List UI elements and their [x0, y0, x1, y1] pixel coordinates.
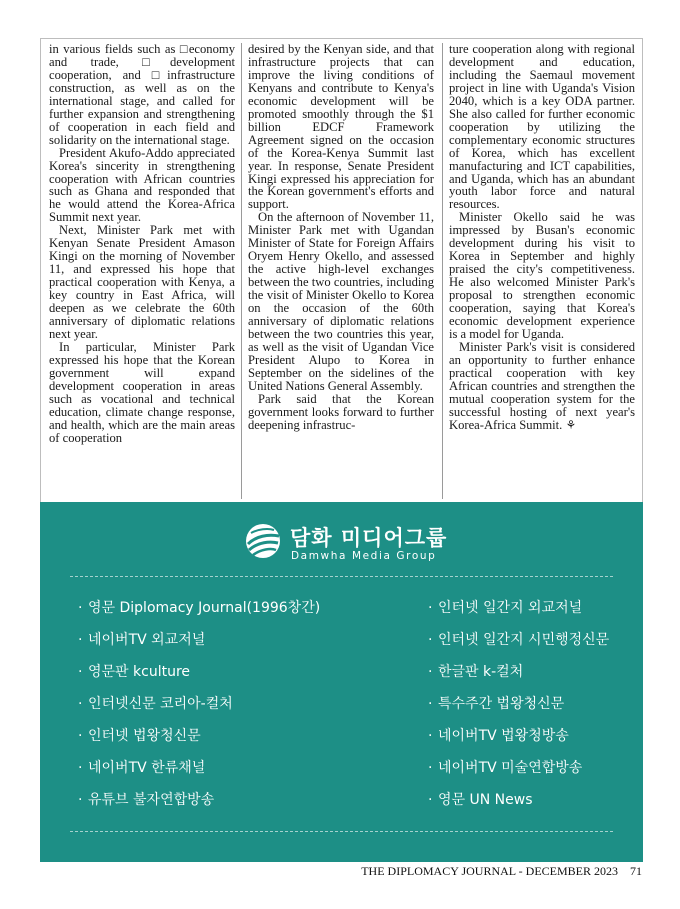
bullet: · — [78, 760, 83, 776]
list-item-label: 영문판 kculture — [88, 664, 191, 680]
paragraph-text: Minister Park's visit is considered an opportunity to further enhance practical cooperation with key African countries and strengthen the mutual cooperation system for the successful hosting of next year's Korea-Africa Summit. — [449, 339, 635, 432]
bullet: · — [78, 664, 83, 680]
list-item — [78, 694, 320, 726]
list-item-label: 유튜브 불자연합방송 — [88, 792, 215, 808]
list-item — [78, 758, 320, 790]
brand-logo — [244, 522, 464, 564]
bullet: · — [428, 792, 433, 808]
brand-name-korean: 담화 미디어그룹 — [290, 526, 448, 550]
media-list-left — [78, 598, 320, 822]
list-item-label: 특수주간 법왕청신문 — [438, 696, 565, 712]
list-item — [78, 630, 320, 662]
list-item — [428, 726, 609, 758]
bullet: · — [428, 760, 433, 776]
article-column-3 — [449, 43, 635, 432]
list-item-label: 네이버TV 미술연합방송 — [438, 760, 583, 776]
list-item-label: 네이버TV 한류채널 — [88, 760, 206, 776]
list-item — [428, 694, 609, 726]
column-divider — [442, 43, 443, 499]
list-item-label: 한글판 k-컬처 — [438, 664, 524, 680]
bullet: · — [78, 600, 83, 616]
paragraph: Next, Minister Park met with Kenyan Senate President Amason Kingi on the morning of November 11, and expressed his hope that practical cooperation with Kenya, a key country in East Africa, will deepen as we celebrate the 60th anniversary of diplomatic relations next year. — [49, 223, 235, 341]
list-item-label: 인터넷 법왕청신문 — [88, 728, 201, 744]
bullet: · — [78, 792, 83, 808]
list-item-label: 영문 Diplomacy Journal(1996창간) — [88, 600, 321, 616]
list-item — [78, 726, 320, 758]
paragraph: In particular, Minister Park expressed his hope that the Korean government will expand development cooperation in areas such as vocational and technical education, climate change response, and health, which are the main areas of cooperation — [49, 339, 235, 445]
column-divider — [241, 43, 242, 499]
list-item-label: 네이버TV 법왕청방송 — [438, 728, 569, 744]
page-footer — [361, 864, 642, 879]
bullet: · — [428, 664, 433, 680]
page-number: 71 — [630, 864, 642, 878]
list-item-label: 인터넷 일간지 외교저널 — [438, 600, 583, 616]
brand-name-english: Damwha Media Group — [291, 550, 437, 562]
bullet: · — [78, 632, 83, 648]
bullet: · — [428, 600, 433, 616]
list-item-label: 인터넷신문 코리아-컬처 — [88, 696, 233, 712]
paragraph: On the afternoon of November 11, Minister Park met with Ugandan Minister of State for Foreign Affairs Oryem Henry Okello, and assessed the active high-level exchanges between the two countries, including the visit of Minister Okello to Korea on the occasion of the 60th anniversary of diplomatic relations between the two countries this year, as well as the visit of Ugandan Vice President Alupo to Korea in September on the sidelines of the United Nations General Assembly. — [248, 210, 434, 393]
end-mark-icon: ⚘ — [565, 417, 577, 432]
list-item — [78, 662, 320, 694]
media-list-right — [428, 598, 609, 822]
damwha-media-ad — [40, 502, 643, 862]
publication-name: THE DIPLOMACY JOURNAL - DECEMBER 2023 — [361, 864, 618, 878]
paragraph: Minister Okello said he was impressed by Busan's economic development during his visit to Korea in September and highly praised the city's competitiveness. He also welcomed Minister Park's proposal to strengthen economic cooperation, saying that Korea's economic development experience is a model for Uganda. — [449, 210, 635, 341]
paragraph: President Akufo-Addo appreciated Korea's sincerity in strengthening cooperation with African countries such as Ghana and responded that he would attend the Korea-Africa Summit next year. — [49, 145, 235, 225]
list-item-label: 영문 UN News — [438, 792, 533, 808]
globe-logo-icon — [244, 522, 282, 560]
list-item-label: 네이버TV 외교저널 — [88, 632, 206, 648]
article-column-2 — [248, 43, 434, 432]
article-column-1 — [49, 43, 235, 445]
dashed-divider — [70, 576, 613, 577]
bullet: · — [78, 696, 83, 712]
paragraph: in various fields such as □economy and trade, □development cooperation, and □infrastructure construction, as well as on the international stage, and called for further expansion and strengthening of cooperation in each field and solidarity on the international stage. — [49, 42, 235, 147]
article-body — [40, 38, 643, 502]
list-item — [78, 790, 320, 822]
paragraph — [449, 341, 635, 432]
paragraph: desired by the Kenyan side, and that infrastructure projects that can improve the living conditions of Kenyans and contribute to Kenya's economic development will be promoted smoothly through the $1 billion EDCF Framework Agreement signed on the occasion of the Korea-Kenya Summit last year. In response, Senate President Kingi expressed his appreciation for the Korean government's efforts and support. — [248, 42, 434, 212]
list-item — [428, 598, 609, 630]
list-item — [428, 758, 609, 790]
bullet: · — [428, 632, 433, 648]
bullet: · — [428, 696, 433, 712]
bullet: · — [428, 728, 433, 744]
list-item-label: 인터넷 일간지 시민행정신문 — [438, 632, 610, 648]
list-item — [428, 662, 609, 694]
paragraph: Park said that the Korean government looks forward to further deepening infrastruc- — [248, 391, 434, 432]
bullet: · — [78, 728, 83, 744]
list-item — [428, 790, 609, 822]
dashed-divider — [70, 831, 613, 832]
list-item — [78, 598, 320, 630]
paragraph: ture cooperation along with regional development and education, including the Saemaul movement project in line with Uganda's Vision 2040, which is a key ODA partner. She also called for further economic cooperation by utilizing the complementary economic structures of Korea, which has excellent manufacturing and ICT capabilities, and Uganda, which has an abundant youth labor force and natural resources. — [449, 42, 635, 212]
list-item — [428, 630, 609, 662]
